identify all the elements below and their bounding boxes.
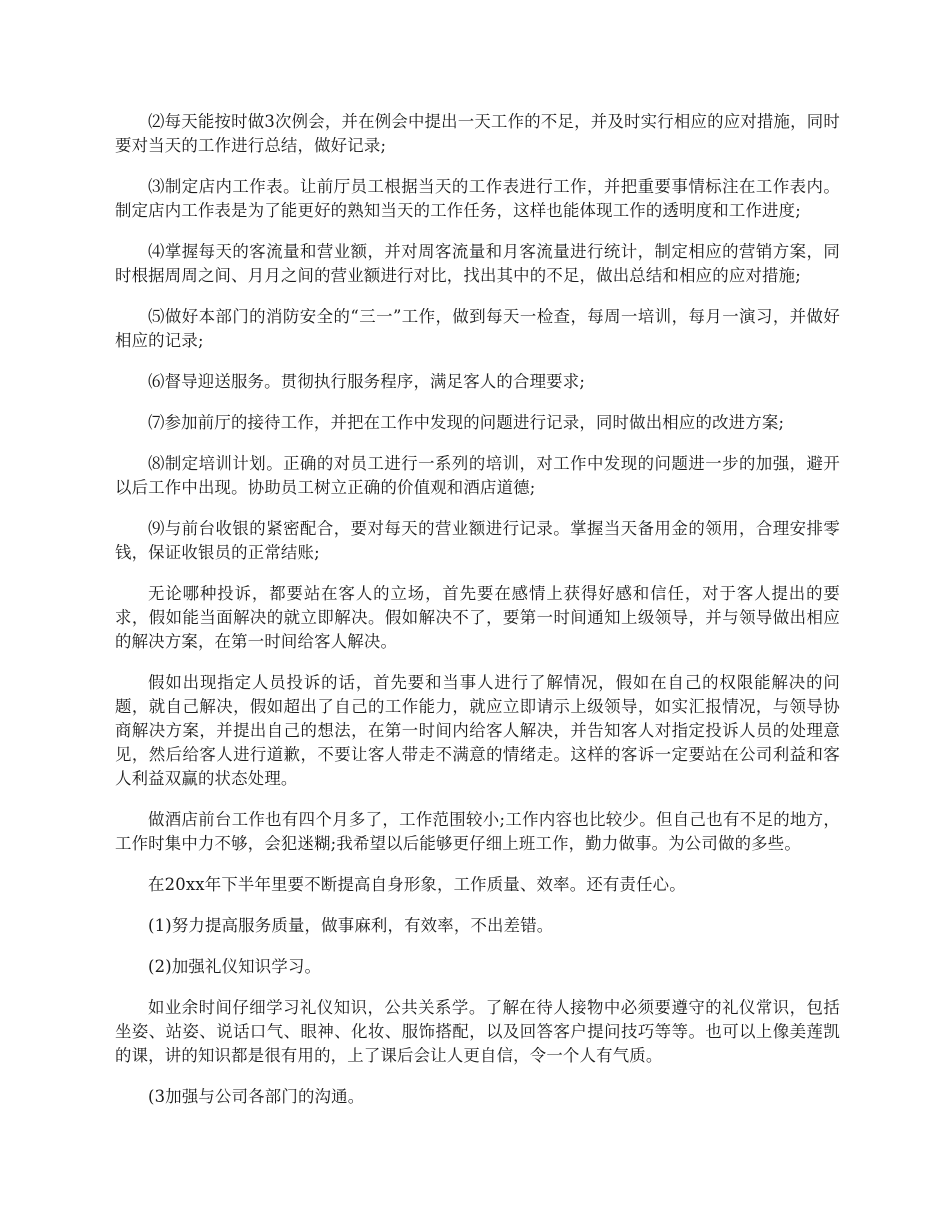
paragraph-designated-complaints: 假如出现指定人员投诉的话，首先要和当事人进行了解情况，假如在自己的权限能解决的问题，就自己解决，假如超出了自己的工作能力，就应立即请示上级领导，如实汇报情况，与领导协商解决方案，并提出自己的想法，在第一时间内给客人解决，并告知客人对指定投诉人员的处理意见，然后给客人进行道歉，不要让客人带走不满意的情绪走。这样的客诉一定要站在公司利益和客人利益双赢的状态处理。: [115, 673, 840, 788]
document-page: [115, 110, 840, 1109]
paragraph-greeting-service: ⑹督导迎送服务。贯彻执行服务程序，满足客人的合理要求;: [148, 372, 586, 391]
paragraph-plan-item-1: (1)努力提高服务质量，做事麻利，有效率，不出差错。: [148, 916, 554, 935]
paragraph-complaints: 无论哪种投诉，都要站在客人的立场，首先要在感情上获得好感和信任，对于客人提出的要求，假如能当面解决的就立即解决。假如解决不了，要第一时间通知上级领导，并与领导做出相应的解决方案，在第一时间给客人解决。: [115, 584, 840, 651]
paragraph-etiquette: 如业余时间仔细学习礼仪知识，公共关系学。了解在待人接物中必须要遵守的礼仪常识，包括坐姿、站姿、说话口气、眼神、化妆、服饰搭配，以及回答客户提问技巧等等。也可以上像美莲凯的课，讲的知识都是很有用的，上了课后会让人更自信，令一个人有气质。: [115, 998, 840, 1065]
paragraph-plan-item-2: (2)加强礼仪知识学习。: [148, 957, 322, 976]
paragraph-traffic-revenue: ⑷掌握每天的客流量和营业额，并对周客流量和月客流量进行统计，制定相应的营销方案，同时根据周周之间、月月之间的营业额进行对比，找出其中的不足，做出总结和相应的应对措施;: [115, 242, 840, 285]
paragraph-self-review: 做酒店前台工作也有四个月多了，工作范围较小;工作内容也比较少。但自己也有不足的地方，工作时集中力不够，会犯迷糊;我希望以后能够更仔细上班工作，勤力做事。为公司做的多些。: [115, 810, 840, 853]
paragraph-cashier: ⑼与前台收银的紧密配合，要对每天的营业额进行记录。掌握当天备用金的领用，合理安排零钱，保证收银员的正常结账;: [115, 519, 840, 562]
paragraph-meeting: ⑵每天能按时做3次例会，并在例会中提出一天工作的不足，并及时实行相应的应对措施，同时要对当天的工作进行总结，做好记录;: [115, 112, 840, 155]
paragraph-reception: ⑺参加前厅的接待工作，并把在工作中发现的问题进行记录，同时做出相应的改进方案;: [148, 413, 785, 432]
paragraph-plan-item-3: (3加强与公司各部门的沟通。: [148, 1087, 365, 1106]
paragraph-training-plan: ⑻制定培训计划。正确的对员工进行一系列的培训，对工作中发现的问题进一步的加强，避开以后工作中出现。协助员工树立正确的价值观和酒店道德;: [115, 454, 840, 497]
paragraph-plan-intro: 在20xx年下半年里要不断提高自身形象，工作质量、效率。还有责任心。: [148, 875, 686, 894]
paragraph-worksheet: ⑶制定店内工作表。让前厅员工根据当天的工作表进行工作，并把重要事情标注在工作表内。制定店内工作表是为了能更好的熟知当天的工作任务，这样也能体现工作的透明度和工作进度;: [115, 177, 840, 220]
paragraph-fire-safety: ⑸做好本部门的消防安全的“三一”工作，做到每天一检查，每周一培训，每月一演习，并做好相应的记录;: [115, 307, 840, 350]
